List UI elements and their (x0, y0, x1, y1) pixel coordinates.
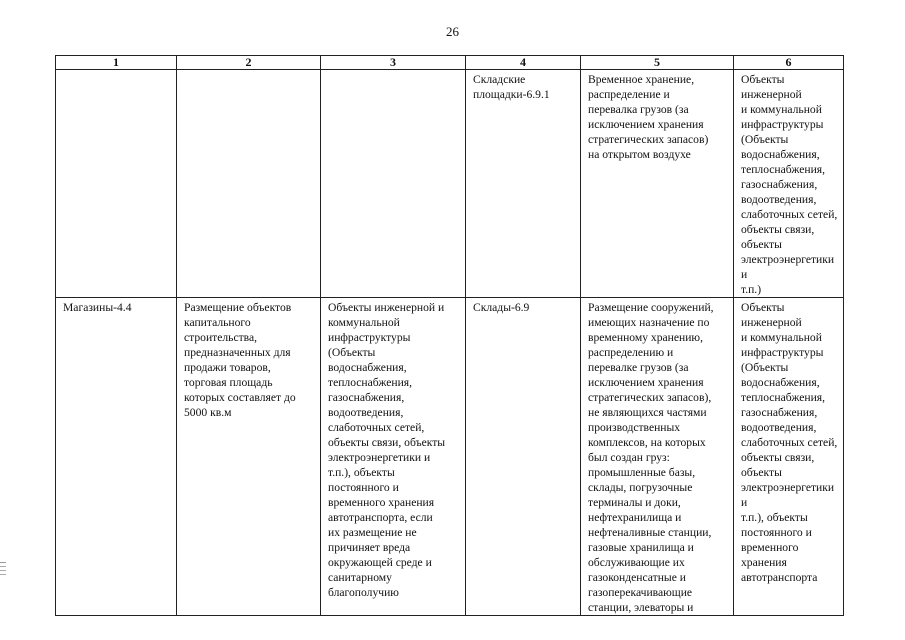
column-header-6: 6 (734, 56, 844, 70)
table-cell (321, 70, 466, 298)
table-cell (734, 298, 844, 616)
table-cell (321, 298, 466, 616)
table-cell (177, 70, 321, 298)
cell-text: Склады-6.9 (473, 301, 530, 314)
table-cell (581, 70, 734, 298)
table-cell (581, 298, 734, 616)
table-cell (466, 70, 581, 298)
column-header-1: 1 (56, 56, 177, 70)
cell-text: Объекты инженерной и коммунальной инфраструктуры (Объекты водоснабжения, теплоснабжения, газоснабжения, водоотведения, слаботочных сетей, объекты связи, объекты электроэнергетики и т.п.), объекты постоянного и временного хранения автотранспорта (741, 301, 838, 584)
table-cell (56, 70, 177, 298)
cell-text: Объекты инженерной и коммунальной инфраструктуры (Объекты водоснабжения, теплоснабжения, газоснабжения, водоотведения, слаботочных сетей, объекты связи, объекты электроэнергетики и т.п.), объекты постоянного и временного хранения автотранспорта, если их размещение не причиняет вреда окружающей среде и санитарному благополучию (328, 301, 446, 599)
table-row (56, 70, 844, 298)
table-cell (466, 298, 581, 616)
cell-text: Временное хранение, распределение и перевалка грузов (за исключением хранения стратегических запасов) на открытом воздухе (588, 73, 709, 161)
column-header-3: 3 (321, 56, 466, 70)
table-cell (56, 298, 177, 616)
table-cell (734, 70, 844, 298)
column-header-5: 5 (581, 56, 734, 70)
cell-text: Размещение объектов капитального строительства, предназначенных для продажи товаров, торговая площадь которых составляет до 5000 кв.м (184, 301, 296, 419)
land-use-table (55, 55, 844, 616)
cell-text: Складские площадки-6.9.1 (473, 73, 550, 101)
column-header-2: 2 (177, 56, 321, 70)
cell-text: Объекты инженерной и коммунальной инфраструктуры (Объекты водоснабжения, теплоснабжения, газоснабжения, водоотведения, слаботочных сетей, объекты связи, объекты электроэнергетики и т.п.) (741, 73, 838, 296)
cell-text: Размещение сооружений, имеющих назначение по временному хранению, распределению и перевалке грузов (за исключением хранения стратегических запасов), не являющихся частями производственных комплексов, на которых был создан груз: промышленные базы, склады, погрузочные терминалы и доки, нефтехранилища и нефтеналивные станции, газовые хранилища и обслуживающие их газоконденсатные и газоперекачивающие станции, элеваторы и (588, 301, 714, 614)
table-cell (177, 298, 321, 616)
header-row (56, 56, 844, 70)
column-header-4: 4 (466, 56, 581, 70)
cell-text: Магазины-4.4 (63, 301, 132, 314)
scan-edge-mark (0, 562, 6, 583)
table-row (56, 298, 844, 616)
page-number: 26 (446, 24, 459, 39)
